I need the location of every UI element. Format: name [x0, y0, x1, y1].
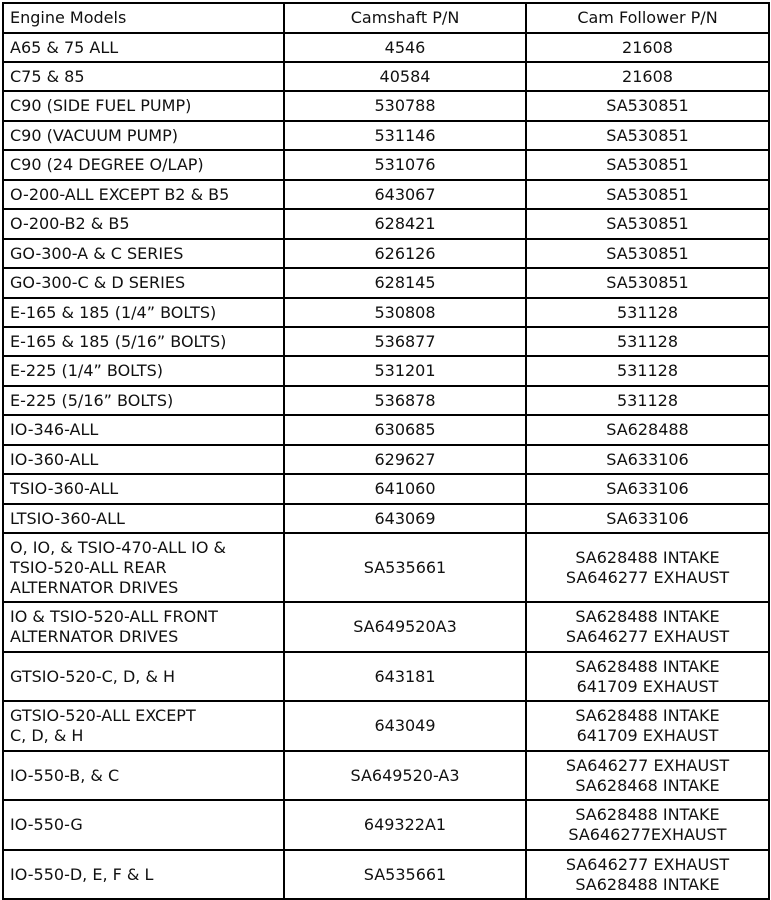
engine-model-cell	[3, 239, 284, 268]
cam-follower-pn-cell-text: SA646277 EXHAUST SA628488 INTAKE	[565, 854, 730, 894]
camshaft-pn-cell	[284, 268, 526, 298]
camshaft-pn-cell	[284, 356, 526, 386]
camshaft-pn-cell	[284, 180, 526, 209]
engine-model-cell-text: GO-300-C & D SERIES	[10, 273, 186, 292]
camshaft-pn-cell-text: 630685	[374, 420, 436, 439]
engine-model-cell-text: O, IO, & TSIO-470-ALL IO & TSIO-520-ALL REAR ALTERNATOR DRIVES	[10, 537, 226, 597]
engine-model-cell-text: C75 & 85	[10, 66, 85, 86]
engine-model-cell	[3, 652, 284, 701]
camshaft-pn-cell	[284, 62, 526, 91]
camshaft-pn-cell	[284, 652, 526, 701]
engine-model-cell-text: IO & TSIO-520-ALL FRONT ALTERNATOR DRIVES	[10, 607, 218, 646]
engine-model-cell	[3, 327, 284, 356]
cam-follower-pn-cell	[526, 800, 769, 850]
camshaft-pn-cell	[284, 850, 526, 899]
table-row	[3, 33, 769, 62]
camshaft-pn-cell-text: 643049	[374, 716, 436, 735]
cam-follower-pn-cell	[526, 652, 769, 701]
cam-follower-pn-cell	[526, 180, 769, 209]
camshaft-pn-cell-text: 628145	[374, 273, 436, 292]
engine-model-cell-text: IO-346-ALL	[10, 420, 99, 439]
camshaft-pn-cell-text: SA649520A3	[353, 617, 457, 636]
camshaft-pn-cell-text: 643067	[374, 184, 436, 204]
table-row	[3, 474, 769, 504]
engine-model-cell	[3, 800, 284, 850]
cam-follower-pn-cell	[526, 62, 769, 91]
cam-follower-pn-cell-text: 531128	[616, 331, 679, 351]
table-row	[3, 268, 769, 298]
header-engine-models: Engine Models	[3, 3, 284, 33]
cam-follower-pn-cell-text: SA628488 INTAKE SA646277 EXHAUST	[565, 547, 730, 587]
engine-model-cell-text: A65 & 75 ALL	[10, 37, 119, 57]
camshaft-pn-cell-text: 643181	[374, 666, 436, 686]
cam-follower-pn-cell	[526, 298, 769, 327]
cam-follower-pn-cell-text: SA530851	[606, 184, 689, 204]
cam-follower-pn-cell	[526, 91, 769, 121]
camshaft-pn-cell-text: 531201	[374, 361, 436, 380]
engine-model-cell	[3, 121, 284, 150]
engine-model-cell	[3, 180, 284, 209]
camshaft-pn-cell-text: 536877	[374, 331, 436, 351]
camshaft-pn-cell-text: SA535661	[363, 864, 447, 884]
camshaft-pn-cell	[284, 445, 526, 474]
cam-follower-pn-cell-text: 531128	[616, 302, 679, 322]
engine-model-cell	[3, 298, 284, 327]
cam-follower-pn-cell	[526, 602, 769, 652]
engine-model-cell-text: O-200-ALL EXCEPT B2 & B5	[10, 184, 230, 204]
engine-model-cell	[3, 62, 284, 91]
camshaft-pn-cell-text: SA649520-A3	[350, 765, 460, 785]
table-row	[3, 386, 769, 415]
camshaft-pn-cell	[284, 751, 526, 800]
engine-model-cell	[3, 504, 284, 533]
engine-model-cell	[3, 33, 284, 62]
table-row	[3, 652, 769, 701]
header-row	[3, 3, 769, 33]
engine-model-cell	[3, 850, 284, 899]
cam-follower-pn-cell	[526, 239, 769, 268]
cam-follower-pn-cell	[526, 751, 769, 800]
table-row	[3, 239, 769, 268]
engine-model-cell-text: C90 (SIDE FUEL PUMP)	[10, 96, 192, 115]
cam-follower-pn-cell	[526, 356, 769, 386]
table-row	[3, 121, 769, 150]
cam-follower-pn-cell	[526, 504, 769, 533]
engine-model-cell	[3, 474, 284, 504]
camshaft-pn-cell-text: 530808	[374, 302, 436, 322]
engine-model-cell-text: IO-550-G	[10, 815, 83, 834]
camshaft-pn-cell	[284, 474, 526, 504]
camshaft-pn-cell	[284, 150, 526, 180]
camshaft-pn-cell-text: 626126	[374, 243, 436, 263]
cam-follower-pn-cell	[526, 33, 769, 62]
table-row	[3, 209, 769, 239]
cam-follower-pn-cell-text: SA530851	[606, 125, 689, 145]
table-row	[3, 504, 769, 533]
cam-follower-pn-cell	[526, 701, 769, 751]
camshaft-pn-cell	[284, 386, 526, 415]
cam-follower-pn-cell	[526, 150, 769, 180]
cam-follower-pn-cell-text: SA628488 INTAKE SA646277EXHAUST	[568, 805, 727, 844]
engine-model-cell	[3, 701, 284, 751]
cam-follower-pn-cell-text: 21608	[622, 37, 673, 57]
camshaft-pn-cell-text: 531146	[374, 125, 436, 145]
camshaft-pn-cell	[284, 33, 526, 62]
cam-follower-pn-cell-text: SA628488 INTAKE 641709 EXHAUST	[575, 706, 720, 745]
table-row	[3, 298, 769, 327]
cam-follower-pn-cell-text: SA628488 INTAKE SA646277 EXHAUST	[565, 607, 730, 646]
camshaft-pn-cell-text: 649322A1	[363, 815, 447, 834]
engine-model-cell	[3, 386, 284, 415]
camshaft-pn-cell	[284, 415, 526, 445]
camshaft-pn-cell-text: 643069	[374, 508, 436, 528]
engine-model-cell-text: E-225 (5/16” BOLTS)	[10, 390, 174, 410]
engine-model-cell-text: E-165 & 185 (5/16” BOLTS)	[10, 331, 227, 351]
engine-model-cell	[3, 91, 284, 121]
cam-follower-pn-cell-text: SA530851	[606, 96, 689, 115]
camshaft-pn-cell	[284, 327, 526, 356]
cam-follower-pn-cell	[526, 268, 769, 298]
camshaft-pn-cell-text: 628421	[374, 214, 436, 233]
camshaft-pn-cell	[284, 800, 526, 850]
engine-model-cell-text: GO-300-A & C SERIES	[10, 243, 184, 263]
engine-model-cell	[3, 356, 284, 386]
camshaft-pn-cell	[284, 504, 526, 533]
camshaft-pn-cell	[284, 209, 526, 239]
cam-follower-pn-cell-text: 21608	[622, 66, 673, 86]
table-row	[3, 327, 769, 356]
engine-model-cell-text: GTSIO-520-ALL EXCEPT C, D, & H	[10, 706, 196, 745]
table-row	[3, 62, 769, 91]
cam-follower-pn-cell-text: SA530851	[606, 155, 689, 174]
camshaft-pn-cell	[284, 298, 526, 327]
parts-table	[2, 2, 770, 900]
camshaft-pn-cell	[284, 91, 526, 121]
engine-model-cell	[3, 150, 284, 180]
engine-model-cell	[3, 209, 284, 239]
camshaft-pn-cell-text: 530788	[374, 96, 436, 115]
camshaft-pn-cell-text: 531076	[374, 155, 436, 174]
table-row	[3, 445, 769, 474]
cam-follower-pn-cell	[526, 415, 769, 445]
cam-follower-pn-cell-text: SA633106	[606, 508, 689, 528]
cam-follower-pn-cell	[526, 533, 769, 602]
table-body	[3, 33, 769, 899]
engine-model-cell-text: C90 (VACUUM PUMP)	[10, 125, 178, 145]
cam-follower-pn-cell-text: SA633106	[606, 479, 689, 498]
engine-model-cell-text: LTSIO-360-ALL	[10, 508, 125, 528]
cam-follower-pn-cell	[526, 327, 769, 356]
table-row	[3, 751, 769, 800]
table-row	[3, 415, 769, 445]
camshaft-pn-cell	[284, 602, 526, 652]
camshaft-pn-cell	[284, 533, 526, 602]
cam-follower-pn-cell-text: SA628488 INTAKE 641709 EXHAUST	[575, 656, 720, 696]
engine-model-cell	[3, 415, 284, 445]
camshaft-pn-cell-text: 40584	[379, 66, 431, 86]
cam-follower-pn-cell-text: 531128	[616, 361, 679, 380]
cam-follower-pn-cell-text: SA530851	[606, 243, 689, 263]
engine-model-cell-text: IO-550-D, E, F & L	[10, 864, 154, 884]
cam-follower-pn-cell	[526, 121, 769, 150]
cam-follower-pn-cell	[526, 850, 769, 899]
camshaft-pn-cell	[284, 121, 526, 150]
table-row	[3, 91, 769, 121]
camshaft-pn-cell-text: 536878	[374, 390, 436, 410]
cam-follower-pn-cell-text: SA530851	[606, 273, 689, 292]
cam-follower-pn-cell	[526, 209, 769, 239]
table-row	[3, 602, 769, 652]
engine-model-cell	[3, 533, 284, 602]
cam-follower-pn-cell-text: SA628488	[606, 420, 689, 439]
table-row	[3, 850, 769, 899]
cam-follower-pn-cell-text: SA633106	[606, 449, 689, 469]
camshaft-pn-cell-text: 629627	[374, 449, 436, 469]
cam-follower-pn-cell-text: SA530851	[606, 214, 689, 233]
engine-model-cell-text: C90 (24 DEGREE O/LAP)	[10, 155, 204, 174]
table-row	[3, 701, 769, 751]
camshaft-pn-cell	[284, 701, 526, 751]
engine-model-cell-text: IO-360-ALL	[10, 449, 99, 469]
engine-model-cell	[3, 751, 284, 800]
camshaft-pn-cell	[284, 239, 526, 268]
cam-follower-pn-cell-text: 531128	[616, 390, 679, 410]
engine-model-cell-text: TSIO-360-ALL	[10, 479, 119, 498]
engine-model-cell-text: E-165 & 185 (1/4” BOLTS)	[10, 302, 217, 322]
engine-model-cell-text: O-200-B2 & B5	[10, 214, 130, 233]
table-row	[3, 356, 769, 386]
table-row	[3, 533, 769, 602]
camshaft-pn-cell-text: 641060	[374, 479, 436, 498]
engine-model-cell-text: IO-550-B, & C	[10, 765, 120, 785]
cam-follower-pn-cell	[526, 386, 769, 415]
header-camshaft-pn: Camshaft P/N	[284, 3, 526, 33]
cam-follower-pn-cell	[526, 474, 769, 504]
engine-model-cell	[3, 445, 284, 474]
table-row	[3, 150, 769, 180]
camshaft-pn-cell-text: 4546	[384, 37, 426, 57]
engine-model-cell-text: E-225 (1/4” BOLTS)	[10, 361, 164, 380]
engine-model-cell-text: GTSIO-520-C, D, & H	[10, 666, 176, 686]
table-row	[3, 180, 769, 209]
engine-model-cell	[3, 602, 284, 652]
table-row	[3, 800, 769, 850]
cam-follower-pn-cell-text: SA646277 EXHAUST SA628468 INTAKE	[565, 755, 730, 795]
engine-model-cell	[3, 268, 284, 298]
cam-follower-pn-cell	[526, 445, 769, 474]
camshaft-pn-cell-text: SA535661	[363, 557, 447, 577]
header-cam-follower-pn: Cam Follower P/N	[526, 3, 769, 33]
